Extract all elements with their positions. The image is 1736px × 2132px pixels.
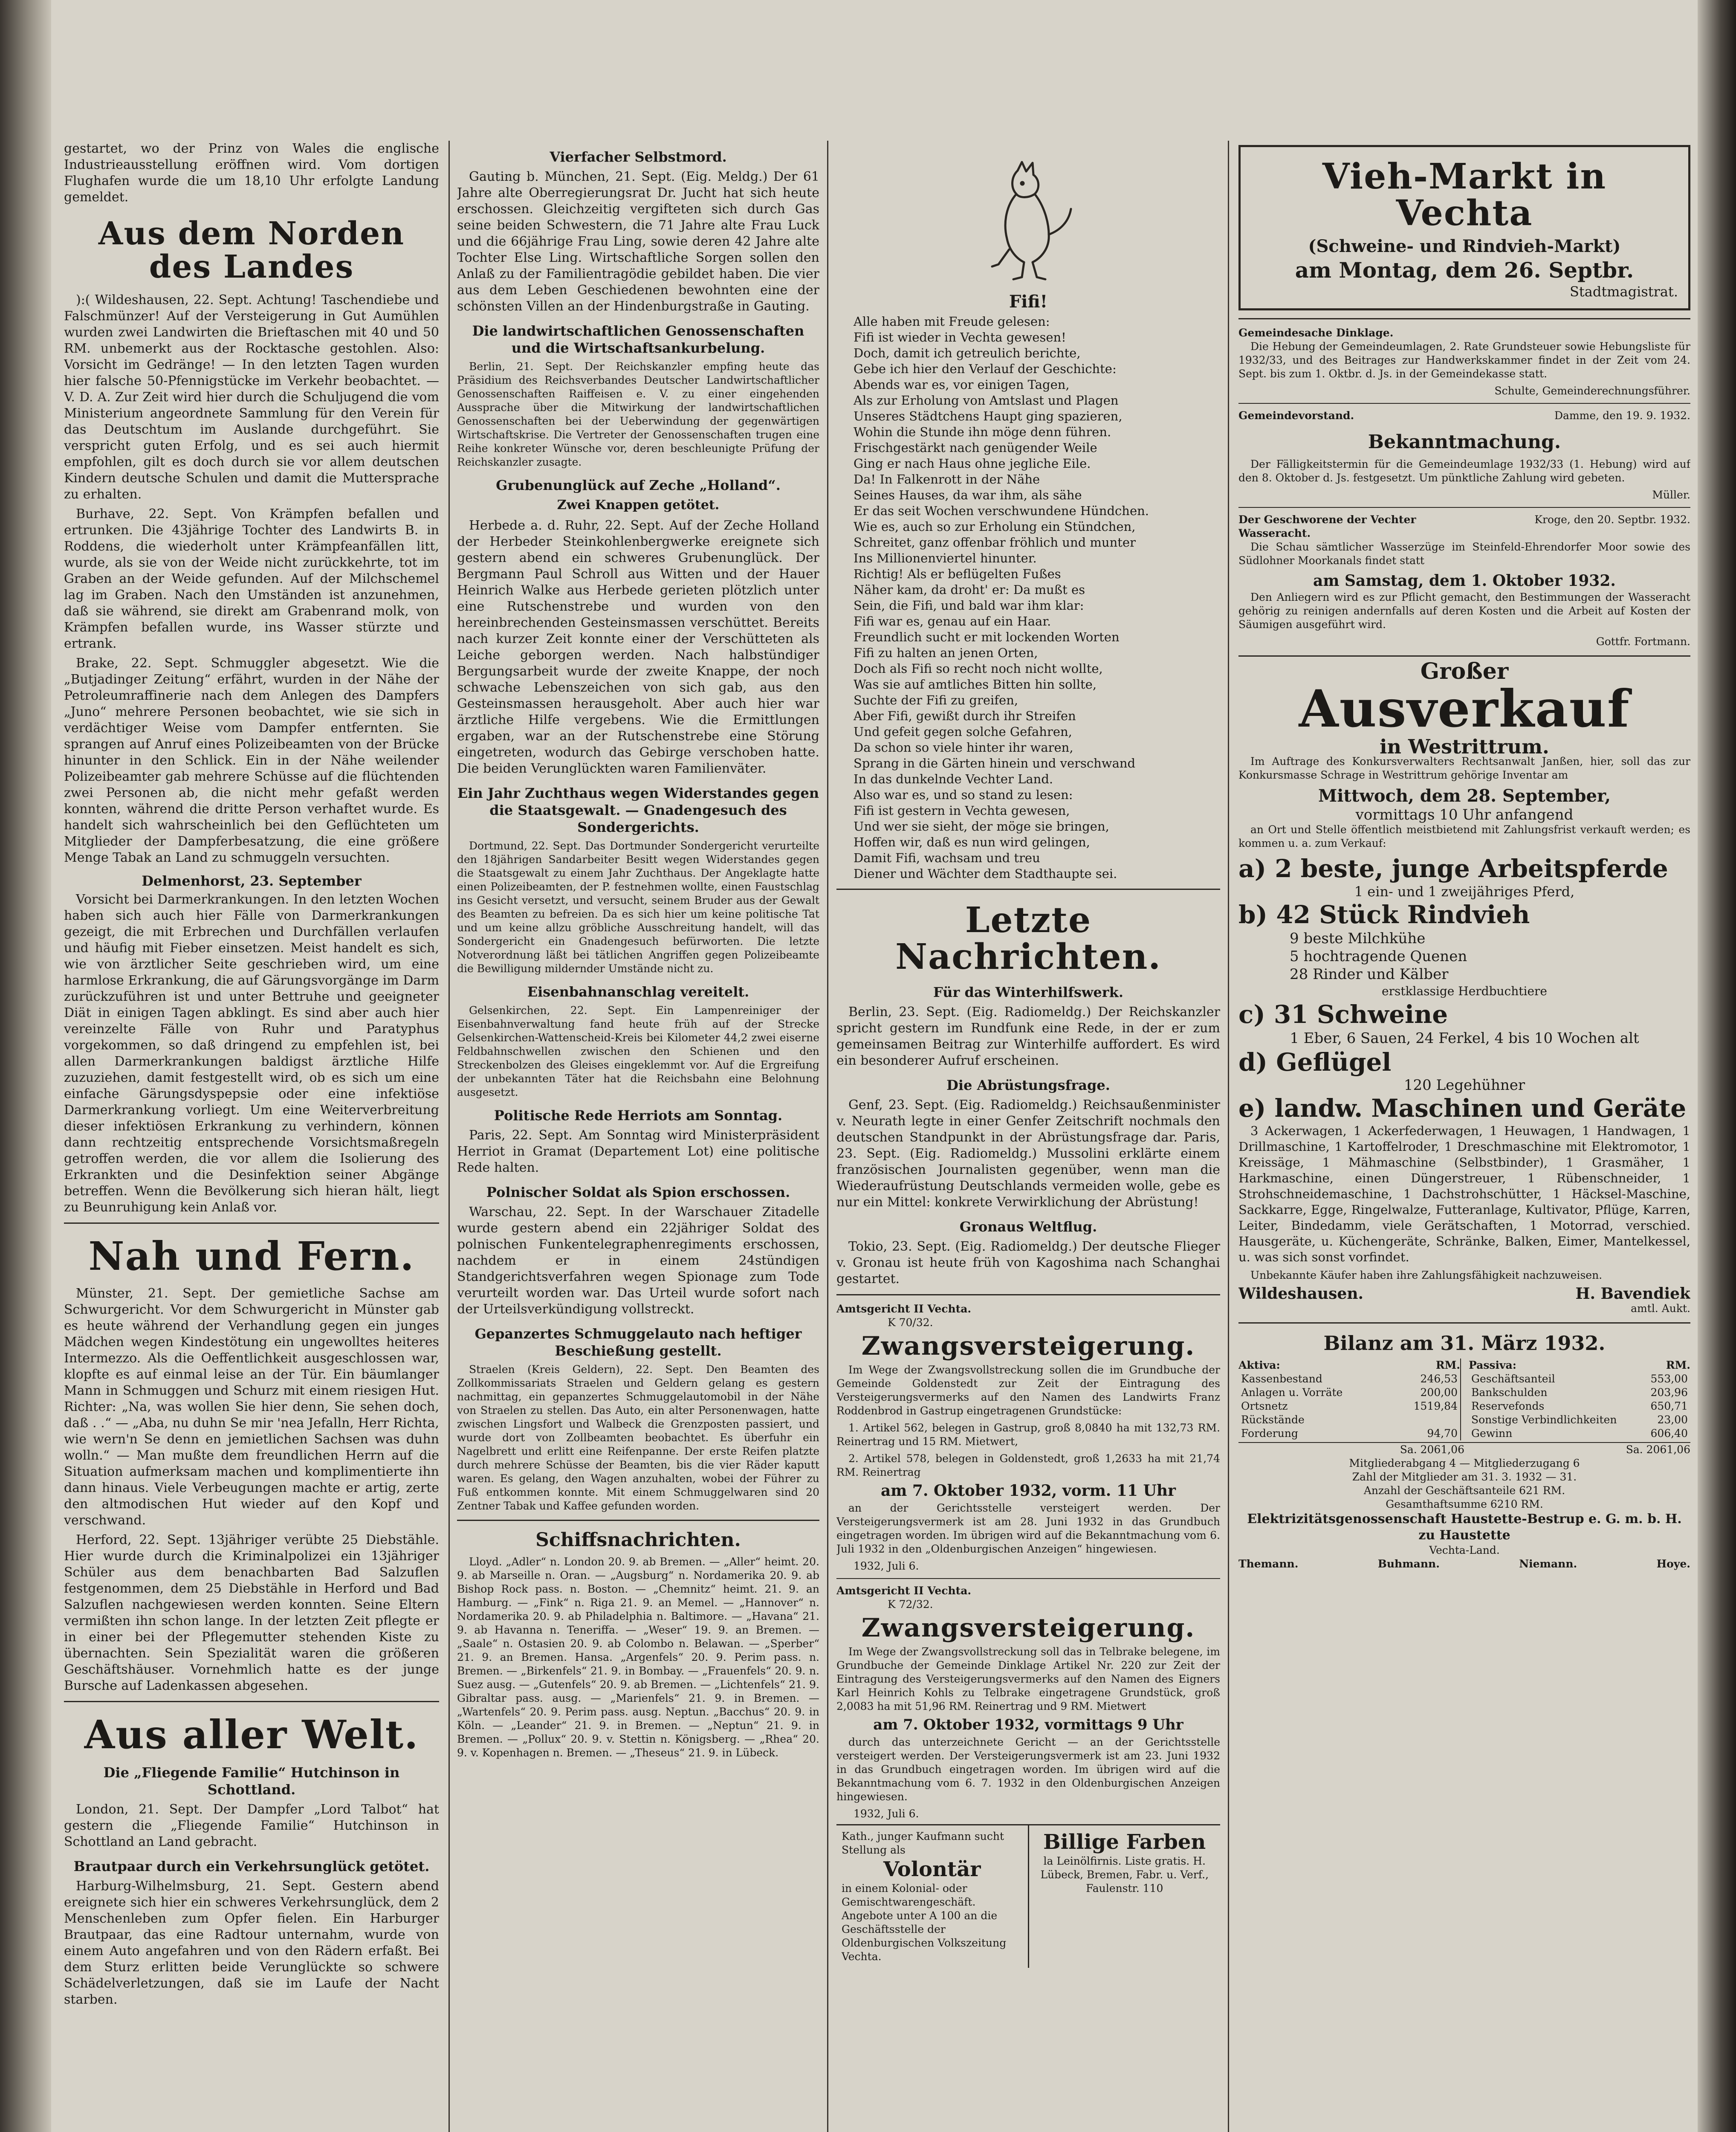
notice-body: Den Anliegern wird es zur Pflicht gemacht, den Bestimmungen der Wasseracht gehörig zu reinigen andernfalls auf deren Kosten und die Arbeit auf Kosten der Säumigen ausgeführt wird. <box>1238 591 1690 631</box>
poem-line: Aber Fifi, gewißt durch ihr Streifen <box>854 709 1076 723</box>
notice-heading: Bekanntmachung. <box>1368 431 1561 453</box>
article-grubenunglueck: Herbede a. d. Ruhr, 22. Sept. Auf der Zeche Holland der Herbeder Steinkohlenbergwerke ereignete sich gestern abend ein schweres Grubenunglück. Der Bergmann Paul Schroll aus Witten und der Hauer Heinrich Walke aus Herbede gerieten plötzlich unter eine Rutschenstrebe und wurden von den hereinbrechenden Gesteinsmassen verschüttet. Bereits nach kurzer Zeit konnte einer der Verschütteten als Leiche geborgen werden. Nach halbstündiger Bergungsarbeit wurde der zweite Knappe, der noch schwache Lebenszeichen von sich gab, aus den Gesteinsmassen herausgeholt. Aber auch hier war ärztliche Hilfe vergebens. Wie die Ermittlungen ergaben, war an der Rutschenstrebe eine Störung eingetreten, wodurch das Gebirge verschoben hatte. Die beiden Verunglückten waren Familienväter. <box>457 518 819 776</box>
ad-text: Kath., junger Kaufmann sucht Stellung als <box>842 1830 1004 1857</box>
notice-header-row <box>1238 513 1690 540</box>
headline-herriot: Politische Rede Herriots am Sonntag. <box>494 1107 783 1124</box>
balance-amount: 203,96 <box>1650 1386 1688 1399</box>
ad-volontaer <box>836 1825 1029 1968</box>
balance-item: Sonstige Verbindlichkeiten <box>1471 1414 1617 1426</box>
poem-line: Seines Hauses, da war ihm, als sähe <box>854 488 1082 502</box>
article-polnisch: Warschau, 22. Sept. In der Warschauer Zitadelle wurde gestern abend ein 22jähriger Soldat des polnischen Funkentelegraphenregiments erschossen, nachdem er in einem 24stündigen Standgerichtsverfahren wegen Spionage zum Tode verurteilt worden war. Das Urteil wurde sofort nach der Urteilsverkündigung vollstreckt. <box>457 1205 819 1317</box>
ad-farben <box>1029 1825 1221 1968</box>
aktiva-label: Aktiva: <box>1238 1359 1280 1372</box>
article-muenster: Münster, 21. Sept. Der gemietliche Sachse am Schwurgericht. Vor dem Schwurgericht in Münster gab es heute während der Verhandlung gegen ein junges Mädchen wegen Kindestötung ein ungewolltes heiteres Intermezzo. Als die Oeffentlichkeit ausgeschlossen war, klopfte es auf einmal leise an der Tür. Ein bäumlanger Mann in Schmuggen und Schurz mit einem riesigen Hut. Richter: „Na, was wollen Sie hier denn, Sie sehen doch, daß . .“ — „Aba, nu duhn Se mir 'nea Jefalln, Herr Richta, wie wern'n Se denn en jemietlichen Sachsen was duhn wolln.“ — Man mußte dem freundlichen Herrn auf die Situation aufmerksam machen und komplimentierte ihn dann hinaus. Viele Verbeugungen machte er artig, zerte den altmodischen Hut wieder auf den Kopf und verschwand. <box>64 1286 439 1528</box>
notice-header-row <box>1238 409 1690 423</box>
notice-signature: Schulte, Gemeinderechnungsführer. <box>1494 385 1690 397</box>
notice-body: Die Schau sämtlicher Wasserzüge im Steinfeld-Ehrendorfer Moor sowie des Südlohner Moorkanals findet statt <box>1238 541 1690 567</box>
aktiva-table <box>1238 1372 1460 1440</box>
lot-c: c) 31 Schweine <box>1238 1000 1448 1029</box>
poem-line: Richtig! Als er beflügelten Fußes <box>854 567 1061 581</box>
balance-row <box>1238 1413 1460 1427</box>
column-2 <box>457 141 819 2132</box>
ad-subtitle: (Schweine- und Rindvieh-Markt) <box>1308 236 1621 257</box>
poem-line: Doch als Fifi so recht noch nicht wollte, <box>854 661 1103 676</box>
ad-date: am Montag, dem 26. Septbr. <box>1295 258 1634 283</box>
notice-item: 2. Artikel 578, belegen in Goldenstedt, groß 1,2633 ha mit 21,74 RM. Reinertrag <box>836 1452 1220 1479</box>
poem-line: Ging er nach Haus ohne jegliche Eile. <box>854 456 1091 471</box>
notice-signature: Müller. <box>1652 489 1690 501</box>
balance-amount: 246,53 <box>1420 1373 1458 1385</box>
divider <box>64 1222 439 1224</box>
article-wildeshausen: ):( Wildeshausen, 22. Sept. Achtung! Taschendiebe und Falschmünzer! Auf der Versteigerung in Gut Aumühlen wurden zwei Landwirten die Brieftaschen mit 40 und 50 RM. unbemerkt aus der Rocktasche gestohlen. Also: Vorsicht im Gedränge! — In den letzten Tagen wurden hier falsche 50-Pfennigstücke im Verkehr beobachtet. — V. D. A. Zur Zeit wird hier durch die Schuljugend die vom Ministerium angeordnete Sammlung für den Verein für das Deutschtum im Auslande durchgeführt. Sie verspricht guten Erfolg, und es sei auch hiermit empfohlen, gilt es doch durch sie vor allem deutschen Kindern deutsche Schulen und damit die Muttersprache zu erhalten. <box>64 293 439 502</box>
article-burhave: Burhave, 22. Sept. Von Krämpfen befallen und ertrunken. Die 43jährige Tochter des Landwirts B. in Roddens, die wiederholt unter Krämpfeanfällen litt, wurde, als sie von der Weide nicht zurückkehrte, tot im Graben an der Weide gefunden. Auf der Milchschemel lag im Graben. Nach den Umständen ist anzunehmen, daß sie während, sie direkt am Grabenrand molk, von Krämpfen befallen wurde, ins Wasser stürzte und ertrank. <box>64 507 439 652</box>
column-1 <box>64 141 439 2132</box>
balance-title: Bilanz am 31. März 1932. <box>1323 1332 1606 1355</box>
article-abruestung: Genf, 23. Sept. (Eig. Radiomeldg.) Reichsaußenminister v. Neurath legte in einer Genfer Zeitschrift nochmals den deutschen Standpunkt in der Abrüstungsfrage dar. Paris, 23. Sept. (Eig. Radiomeldg.) Mussolini erklärte einem französischen Journalisten gegenüber, wenn man die Wiederaufrüstung Deutschlands vermeiden wolle, gebe es nur ein Mittel: konkrete Verwirklichung der Abrüstung! <box>836 1098 1220 1210</box>
balance-amount: 94,70 <box>1427 1427 1458 1440</box>
notice-zwangsversteigerung-2 <box>836 1584 1220 1821</box>
headline-eisenbahn: Eisenbahnanschlag vereitelt. <box>527 984 749 1000</box>
cooperative-name: Elektrizitätsgenossenschaft Haustette-Bestrup e. G. m. b. H. zu Haustette <box>1247 1512 1682 1543</box>
ad-title: Vieh-Markt in Vechta <box>1322 156 1607 234</box>
balance-aktiva <box>1238 1359 1461 1440</box>
court-label: Amtsgericht II Vechta. <box>836 1303 972 1315</box>
members-line: Mitgliederabgang 4 — Mitgliederzugang 6 <box>1349 1457 1580 1470</box>
poem-line: Also war es, und so stand zu lesen: <box>854 788 1073 802</box>
notice-zwangsversteigerung-1 <box>836 1302 1220 1573</box>
notice-heading: Zwangsversteigerung. <box>861 1613 1195 1643</box>
balance-item: Ortsnetz <box>1241 1400 1288 1413</box>
passiva-sum: Sa. 2061,06 <box>1626 1443 1690 1456</box>
article-eisenbahn: Gelsenkirchen, 22. Sept. Ein Lampenreiniger der Eisenbahnverwaltung fand heute früh auf der Strecke Gelsenkirchen-Wattenscheid-Kreis bei Kilometer 44,2 zwei eiserne Feldbahnschwellen zwischen den Schienen und den Streckenbolzen des Gleises eingeklemmt vor. Auf die Ergreifung der unbekannten Täter hat die Reichsbahn eine Belohnung ausgesetzt. <box>457 1004 819 1098</box>
poem-line: Alle haben mit Freude gelesen: <box>854 314 1050 329</box>
balance-item: Forderung <box>1241 1427 1298 1440</box>
article-winterhilfswerk: Berlin, 23. Sept. (Eig. Radiomeldg.) Der Reichskanzler spricht gestern im Rundfunk eine Rede, in der er zum gemeinsamen Beitrag zur Winterhilfe auffordert. Es wird ein besonderer Aufruf erscheinen. <box>836 1005 1220 1069</box>
section-heading-north: Aus dem Norden des Landes <box>98 215 405 285</box>
section-heading-letzte: Letzte Nachrichten. <box>895 900 1161 978</box>
dateline-delmenhorst: Delmenhorst, 23. September <box>142 873 362 889</box>
ad-location: in Westrittrum. <box>1380 735 1549 759</box>
balance-amount: 23,00 <box>1657 1414 1688 1426</box>
balance-passiva <box>1469 1359 1690 1440</box>
ad-auctioneer: H. Bavendiek <box>1575 1285 1690 1303</box>
headline-familie: Die „Fliegende Familie“ Hutchinson in Schottland. <box>103 1764 400 1798</box>
article-zuchthaus: Dortmund, 22. Sept. Das Dortmunder Sondergericht verurteilte den 18jährigen Sandarbeiter Besitt wegen Widerstandes gegen die Staatsgewalt zu einem Jahr Zuchthaus. Der Angeklagte hatte einen Polizeibeamten, der P. festnehmen wollte, einen Faustschlag ins Gesicht versetzt, und versucht, seinem Bruder aus der Gewalt des Beamten zu befreien. Da es sich hier um keine politische Tat und um keine allzu gröbliche Ausschreitung handelt, will das Sondergericht ein Gnadengesuch befürworten. Die letzte Notverordnung läßt bei tätlichen Angriffen gegen Polizeibeamte die Bewilligung mildernder Umstände nicht zu. <box>457 840 819 975</box>
article-vierfacher: Gauting b. München, 21. Sept. (Eig. Meldg.) Der 61 Jahre alte Oberregierungsrat Dr. Jucht hat sich heute erschossen. Gleichzeitig vergifteten sich durch Gas seine beiden Schwestern, die 71 Jahre alte Frau Luck und die 66jährige Frau Ling, sowie deren 42 Jahre alte Tochter Else Ling. Wirtschaftliche Sorgen sollen den Anlaß zu der Familientragödie gebildet haben. Die vier aus dem Leben Geschiedenen bewohnten eine der schönsten Villen an der Hindenburgstraße in Gauting. <box>457 169 819 314</box>
balance-amount: 553,00 <box>1650 1373 1688 1385</box>
balance-amount: 606,40 <box>1650 1427 1688 1440</box>
article-schmuggelauto: Straelen (Kreis Geldern), 22. Sept. Den Beamten des Zollkommissariats Straelen und Geldern gelang es gestern nachmittag, ein gepanzertes Schmuggelautomobil in der Nähe von Straelen zu stellen. Das Auto, ein alter Personenwagen, hatte zwischen Lingsfort und Walbeck die Grenzposten passiert, und wurde dort von Zollbeamten beobachtet. Es überfuhr ein Nagelbrett und erlitt eine Reifenpanne. Der erste Reifen platzte durch mehrere Schüsse der Beamten, bis die vier Räder kaputt waren. Es gelang, den Wagen anzuhalten, wobei der Führer zu Fuß entkommen konnte. Mit einem Schmuggelwaren sind 20 Zentner Tabak und Kaffee gefunden worden. <box>457 1363 819 1512</box>
case-number: K 72/32. <box>888 1598 933 1611</box>
signers-row <box>1238 1557 1690 1571</box>
column-3 <box>836 141 1220 2132</box>
poem-line: Fifi ist gestern in Vechta gewesen, <box>854 803 1070 818</box>
headline-schmuggelauto: Gepanzertes Schmuggelauto nach heftiger Beschießung gestellt. <box>475 1326 802 1359</box>
notice-authority: Gemeindevorstand. <box>1238 409 1354 422</box>
members-line: Gesamthaftsumme 6210 RM. <box>1386 1498 1543 1511</box>
balance-row <box>1469 1399 1690 1413</box>
ad-footer <box>1238 1286 1690 1302</box>
balance-columns <box>1238 1359 1690 1440</box>
dog-illustration <box>977 158 1079 286</box>
ad-title: Ausverkauf <box>1299 679 1630 739</box>
ad-body: la Leinölfirnis. Liste gratis. H. Lübeck, Bremen, Fabr. u. Verf., Faulenstr. 110 <box>1040 1855 1209 1895</box>
lot-b-items <box>1238 930 1690 983</box>
notice-signature: 1932, Juli 6. <box>854 1808 919 1820</box>
poem-line: Als zur Erholung von Amtslast und Plagen <box>854 393 1119 408</box>
ad-kicker: Großer <box>1420 658 1509 685</box>
poem-line: Hoffen wir, daß es nun wird gelingen, <box>854 835 1090 849</box>
balance-amount: 200,00 <box>1420 1386 1458 1399</box>
balance-item: Geschäftsanteil <box>1471 1373 1555 1385</box>
headline-winterhilfswerk: Für das Winterhilfswerk. <box>933 984 1123 1001</box>
poem-line: Schreitet, ganz offenbar fröhlich und munter <box>854 535 1136 550</box>
ad-note: Unbekannte Käufer haben ihre Zahlungsfähigkeit nachzuweisen. <box>1250 1269 1603 1282</box>
passiva-header <box>1469 1359 1690 1372</box>
poem-line: Abends war es, vor einigen Tagen, <box>854 377 1070 392</box>
notice-date: am 7. Oktober 1932, vormittags 9 Uhr <box>873 1716 1183 1734</box>
court-label: Amtsgericht II Vechta. <box>836 1585 972 1597</box>
notice-signature: 1932, Juli 6. <box>854 1560 919 1573</box>
headline-schiffsnachrichten: Schiffsnachrichten. <box>535 1529 741 1551</box>
subheadline-grubenunglueck: Zwei Knappen getötet. <box>557 498 720 513</box>
lot-d-detail: 120 Legehühner <box>1403 1077 1525 1094</box>
poem-line: Da! In Falkenrott in der Nähe <box>854 472 1040 487</box>
signer-name: Hoye. <box>1656 1558 1690 1570</box>
poem-line: Und wer sie sieht, der möge sie bringen, <box>854 819 1109 834</box>
poem-line: Doch, damit ich getreulich berichte, <box>854 346 1081 360</box>
notice-tail: an der Gerichtsstelle versteigert werden. Der Versteigerungsvermerk ist am 28. Juni 1932 in das Grundbuch eingetragen worden. Im übrigen wird auf die Bekanntmachung vom 6. Juli 1932 in den „Oldenburgischen Anzeigen“ hingewiesen. <box>836 1502 1220 1556</box>
poem-title: Fifi! <box>1009 292 1048 312</box>
lot-a-detail: 1 ein- und 1 zweijähriges Pferd, <box>1354 884 1575 900</box>
poem-line: Wie es, auch so zur Erholung ein Stündchen, <box>854 519 1136 534</box>
lot-e: e) landw. Maschinen und Geräte <box>1238 1094 1687 1123</box>
balance-row <box>1238 1427 1460 1440</box>
headline-vierfacher: Vierfacher Selbstmord. <box>550 149 727 165</box>
headline-abruestung: Die Abrüstungsfrage. <box>946 1077 1110 1094</box>
article-familie: London, 21. Sept. Der Dampfer „Lord Talbot“ hat gestern die „Fliegende Familie“ Hutchinson in Schottland an Land gebracht. <box>64 1802 439 1849</box>
lot-a: a) 2 beste, junge Arbeitspferde <box>1238 854 1668 884</box>
balance-amount <box>1390 1413 1460 1427</box>
headline-gronau: Gronaus Weltflug. <box>959 1219 1097 1235</box>
lot-b-item: 5 hochtragende Quenen <box>1290 948 1467 965</box>
notice-heading: Zwangsversteigerung. <box>861 1331 1195 1361</box>
signer-name: Niemann. <box>1519 1558 1577 1570</box>
members-line: Anzahl der Geschäftsanteile 621 RM. <box>1363 1484 1565 1497</box>
headline-polnisch: Polnischer Soldat als Spion erschossen. <box>486 1184 790 1200</box>
article-schiffsnachrichten: Lloyd. „Adler“ n. London 20. 9. ab Bremen. — „Aller“ heimt. 20. 9. ab Marseille n. Oran. — „Augsburg“ n. Nordamerika 20. 9. ab Bishop Rock pass. n. Boston. — „Chemnitz“ heimt. 21. 9. an Hamburg. — „Fink“ n. Riga 21. 9. an Memel. — „Hannover“ n. Nordamerika 20. 9. ab Philadelphia n. Baltimore. — „Havana“ 21. 9. ab Havanna n. Teneriffa. — „Weser“ 19. 9. an Bremen. — „Saale“ n. Ostasien 20. 9. ab Colombo n. Belawan. — „Sperber“ 21. 9. an Bremen. Hansa. „Argenfels“ 20. 9. Perim pass. n. Bremen. — „Birkenfels“ 21. 9. in Bombay. — „Frauenfels“ 20. 9. n. Suez ausg. — „Gutenfels“ 20. 9. ab Bremen. — „Lichtenfels“ 21. 9. Gibraltar pass. ausg. — „Marienfels“ 21. 9. in Bremen. — „Wartenfels“ 20. 9. Perim pass. ausg. Neptun. „Bacchus“ 20. 9. in Köln. — „Leander“ 21. 9. in Bremen. — „Neptun“ 21. 9. in Bremen. — „Pollux“ 20. 9. v. Stettin n. Königsberg. — „Rhea“ 20. 9. v. Kopenhagen n. Bremen. — „Theseus“ 21. 9. in Lübeck. <box>457 1556 819 1759</box>
headline-brautpaar: Brautpaar durch ein Verkehrsunglück getötet. <box>73 1858 430 1874</box>
lot-c-detail: 1 Eber, 6 Sauen, 24 Ferkel, 4 bis 10 Wochen alt <box>1290 1030 1639 1047</box>
balance-item: Gewinn <box>1471 1427 1513 1440</box>
column-rule <box>827 141 828 2132</box>
ad-viehmarkt <box>1238 145 1690 310</box>
balance-row <box>1238 1372 1460 1386</box>
poem-line: Gebe ich hier den Verlauf der Geschichte: <box>854 362 1117 376</box>
balance-item: Rückstände <box>1241 1414 1305 1426</box>
balance-row <box>1469 1386 1690 1399</box>
currency-label: RM. <box>1666 1359 1690 1372</box>
notice-signature: Gottfr. Fortmann. <box>1596 635 1690 648</box>
article-brake: Brake, 22. Sept. Schmuggler abgesetzt. Wie die „Butjadinger Zeitung“ erfährt, wurden in der Nähe der Petroleumraffinerie nach dem Anlegen des Dampfers „Juno“ mehrere Personen beobachtet, wie sie sich in verdächtiger Weise vom Dampfer entfernten. Sie sprangen auf Anruf eines Polizeibeamten von der Brücke hinunter in den Schlick. Ein in der Nähe weilender Polizeibeamter gab mehrere Schüsse auf die flüchtenden zwei Personen ab, die nicht mehr gefaßt werden konnten, während die dritte Person verhaftet wurde. Es handelt sich wahrscheinlich bei den Geflüchteten um Mitglieder der Dampferbesatzung, die eine größere Menge Tabak an Land zu schmuggeln versuchten. <box>64 656 439 866</box>
notice-dinklage: Die Hebung der Gemeindeumlagen, 2. Rate Grundsteuer sowie Hebungsliste für 1932/33, und des Beitrages zur Handwerkskammer findet in der Zeit vom 24. Sept. bis zum 1. Oktbr. d. Js. in der Gemeindekasse statt. <box>1238 340 1690 380</box>
section-heading-nah-fern: Nah und Fern. <box>88 1233 415 1280</box>
balance-sums <box>1238 1442 1690 1457</box>
ad-title: Volontär <box>883 1857 981 1882</box>
poem-line: Er das seit Wochen verschwundene Hündchen. <box>854 504 1149 518</box>
ad-auctioneer-title: amtl. Aukt. <box>1631 1302 1690 1315</box>
balance-item: Bankschulden <box>1471 1386 1548 1399</box>
balance-row <box>1469 1372 1690 1386</box>
notice-label: Gemeindesache Dinklage. <box>1238 327 1394 339</box>
poem-line: Freundlich sucht er mit lockenden Worten <box>854 630 1120 644</box>
poem-fifi <box>836 314 1220 882</box>
divider <box>1238 318 1690 319</box>
divider <box>1238 507 1690 508</box>
notice-date: Damme, den 19. 9. 1932. <box>1554 409 1690 422</box>
divider <box>836 889 1220 890</box>
poem-line: Ins Millionenviertel hinunter. <box>854 551 1037 565</box>
balance-item: Anlagen u. Vorräte <box>1241 1386 1343 1399</box>
balance-item: Kassenbestand <box>1241 1373 1322 1385</box>
balance-item: Reservefonds <box>1471 1400 1545 1413</box>
balance-row <box>1469 1427 1690 1440</box>
notice-date-line: am Samstag, dem 1. Oktober 1932. <box>1313 572 1616 590</box>
article-brautpaar: Harburg-Wilhelmsburg, 21. Sept. Gestern abend ereignete sich hier ein schweres Verkehrsunglück, dem 2 Menschenleben zum Opfer fielen. Ein Harburger Brautpaar, das eine Radtour unternahm, wurde von einem Auto angefahren und von den Rädern erfaßt. Bei dem Sturz erlitten beide Verunglückte so schwere Schädelverletzungen, daß sie im Laufe der Nacht starben. <box>64 1878 439 2007</box>
section-heading-aller-welt: Aus aller Welt. <box>84 1711 419 1758</box>
small-ads-row <box>836 1824 1220 1968</box>
poem-line: In das dunkelnde Vechter Land. <box>854 772 1053 786</box>
column-rule <box>1228 141 1229 2132</box>
notice-date: am 7. Oktober 1932, vorm. 11 Uhr <box>880 1482 1176 1500</box>
article-herriot: Paris, 22. Sept. Am Sonntag wird Ministerpräsident Herriot in Gramat (Departement Lot) eine politische Rede halten. <box>457 1128 819 1175</box>
divider <box>1238 403 1690 404</box>
signer-name: Themann. <box>1238 1558 1299 1570</box>
article-gronau: Tokio, 23. Sept. (Eig. Radiomeldg.) Der deutsche Flieger v. Gronau ist heute früh von Kagoshima nach Schanghai gestartet. <box>836 1239 1220 1287</box>
lot-b-item: 28 Rinder und Kälber <box>1290 966 1449 983</box>
poem-line: Damit Fifi, wachsam und treu <box>854 851 1040 865</box>
divider <box>836 1578 1220 1579</box>
notice-body: Im Wege der Zwangsvollstreckung sollen die im Grundbuche der Gemeinde Goldenstedt zur Zeit der Eintragung des Versteigerungsvermerks auf den Namen des Landwirts Franz Roddenbrod in Gastrup eingetragenen Grundstücke: <box>836 1364 1220 1417</box>
divider <box>836 1294 1220 1295</box>
balance-sheet <box>1238 1331 1690 1571</box>
ad-place: Wildeshausen. <box>1238 1285 1364 1303</box>
ad-date: Mittwoch, dem 28. September, <box>1318 786 1611 806</box>
poem-line: Unseres Städtchens Haupt ging spazieren, <box>854 409 1123 423</box>
divider <box>1238 655 1690 657</box>
divider <box>64 1701 439 1702</box>
notice-authority: Der Geschworene der Vechter Wasseracht. <box>1238 513 1416 540</box>
poem-line: Fifi war es, genau auf ein Haar. <box>854 614 1051 629</box>
headline-genossenschaften: Die landwirtschaftlichen Genossenschaften und die Wirtschaftsankurbelung. <box>472 323 804 356</box>
case-number: K 70/32. <box>888 1316 933 1329</box>
lot-b-item: 9 beste Milchkühe <box>1290 930 1426 947</box>
divider <box>1238 1322 1690 1324</box>
page-fold-shadow <box>0 0 51 2132</box>
aktiva-header <box>1238 1359 1460 1372</box>
poem-line: Und gefeit gegen solche Gefahren, <box>854 724 1072 739</box>
lot-d: d) Geflügel <box>1238 1048 1392 1077</box>
balance-amount: 650,71 <box>1650 1400 1688 1413</box>
cooperative-place: Vechta-Land. <box>1429 1544 1500 1557</box>
ad-ausverkauf <box>1238 658 1690 1315</box>
poem-line: Sein, die Fifi, und bald war ihm klar: <box>854 598 1084 613</box>
poem-line: Wohin die Stunde ihn möge denn führen. <box>854 425 1111 439</box>
poem-line: Näher kam, da droht' er: Da mußt es <box>854 582 1085 597</box>
lot-b: b) 42 Stück Rindvieh <box>1238 900 1530 930</box>
poem-line: Fifi ist wieder in Vechta gewesen! <box>854 330 1066 345</box>
headline-grubenunglueck: Grubenunglück auf Zeche „Holland“. <box>496 477 781 493</box>
ad-body: in einem Kolonial- oder Gemischtwarengeschäft. Angebote unter A 100 an die Geschäftsstelle der Oldenburgischen Volkszeitung Vechta. <box>842 1882 1007 1963</box>
poem-line: Suchte der Fifi zu greifen, <box>854 693 1018 707</box>
poem-line: Fifi zu halten an jenen Orten, <box>854 646 1038 660</box>
notice-date: Kroge, den 20. Septbr. 1932. <box>1534 513 1690 526</box>
aktiva-sum: Sa. 2061,06 <box>1400 1443 1464 1456</box>
column-rule <box>448 141 450 2132</box>
page-edge-shadow <box>1698 0 1736 2132</box>
column-4 <box>1238 141 1690 2132</box>
poem-line: Diener und Wächter dem Stadthaupte sei. <box>854 866 1117 881</box>
notice-tail: durch das unterzeichnete Gericht — an der Gerichtsstelle versteigert werden. Der Versteigerungsvermerk ist am 23. Juni 1932 in das Grundbuch eingetragen worden. Im übrigen wird auf die Bekanntmachung vom 6. 7. 1932 in den Oldenburgischen Anzeigen hingewiesen. <box>836 1736 1220 1803</box>
passiva-table <box>1469 1372 1690 1440</box>
article-genossenschaften: Berlin, 21. Sept. Der Reichskanzler empfing heute das Präsidium des Reichsverbandes Deutscher Landwirtschaftlicher Genossenschaften Raiffeisen e. V. zu einer eingehenden Aussprache über die Mitwirkung der landwirtschaftlichen Genossenschaften bei der Ueberwindung der gegenwärtigen Wirtschaftskrise. Die Vertreter der Genossenschaften trugen eine Reihe konkreter Wünsche vor, deren beschleunigte Prüfung der Reichskanzler zusagte. <box>457 360 819 468</box>
ad-time: vormittags 10 Uhr anfangend <box>1355 806 1574 824</box>
divider <box>457 1520 819 1521</box>
balance-row <box>1469 1413 1690 1427</box>
article-delmenhorst: Vorsicht bei Darmerkrankungen. In den letzten Wochen haben sich auch hier Fälle von Darmerkrankungen gezeigt, die mit Erbrechen und Durchfällen verlaufen und häufig mit Fieber einsetzen. Meist handelt es sich, wie von ärztlicher Seite geschrieben wird, um eine harmlose Erkrankung, die auf Gärungsvorgänge im Darm zurückzuführen ist und unter Bettruhe und geeigneter Diät in einigen Tagen abklingt. Es sind aber auch hier vereinzelte Fälle von Ruhr und Paratyphus vorgekommen, so daß dringend zu empfehlen ist, bei allen Darmerkrankungen baldigst ärztliche Hilfe zuzuziehen, damit festgestellt wird, ob es sich um eine einfache Gärungsdyspepsie oder eine infektiöse Darmerkrankung vorliegt. Um eine Weiterverbreitung dieser infektiösen Erkrankung zu verhindern, können dann rechtzeitig entsprechende Vorsichtsmaßregeln getroffen werden, die vor allem die Isolierung des Erkrankten und die Desinfektion seiner Abgänge betreffen. Wenn die Bevölkerung sich hieran hält, liegt zu Beunruhigung kein Anlaß vor. <box>64 892 439 1215</box>
lot-e-detail: 3 Ackerwagen, 1 Ackerfederwagen, 1 Heuwagen, 1 Handwagen, 1 Drillmaschine, 1 Kartoffelroder, 1 Dreschmaschine mit Elektromotor, 1 Kreissäge, 1 Mähmaschine (Selbstbinder), 1 Grasmäher, 1 Harkmaschine, einen Düngerstreuer, 1 Rübenschneider, 1 Strohschneidemaschine, 1 Dachstrohschütter, 1 Häcksel-Maschine, Sackkarre, Egge, Ringelwalze, Futteranlage, Kultivator, Pflüge, Karren, Leiter, Bindedamm, viele Gerätschaften, 1 Motorrad, verschied. Hausgeräte, u. Küchengeräte, Schränke, Balken, Eimer, Mantelkessel, u. was sich sonst vorfindet. <box>1238 1124 1690 1265</box>
members-line: Zahl der Mitglieder am 31. 3. 1932 — 31. <box>1352 1471 1577 1483</box>
ad-intro-2: an Ort und Stelle öffentlich meistbietend mit Zahlungsfrist verkauft werden; es kommen u. a. zum Verkauf: <box>1238 823 1690 850</box>
passiva-label: Passiva: <box>1469 1359 1516 1372</box>
ad-title: Billige Farben <box>1043 1830 1206 1854</box>
currency-label: RM. <box>1435 1359 1460 1372</box>
ad-intro: Im Auftrage des Konkursverwalters Rechtsanwalt Janßen, hier, soll das zur Konkursmasse Schrage in Westrittrum gehörige Inventar am <box>1238 755 1690 782</box>
notice-body: Im Wege der Zwangsvollstreckung soll das in Telbrake belegene, im Grundbuche der Gemeinde Dinklage Artikel Nr. 220 zur Zeit der Eintragung des Versteigerungsvermerks auf den Namen des Eigners Karl Heinrich Kohls zu Telbrake eingetragene Grundstück, groß 2,0083 ha mit 51,96 RM. Reinertrag und 9 RM. Mietwert <box>836 1645 1220 1713</box>
article-intro: gestartet, wo der Prinz von Wales die englische Industrieausstellung eröffnen wird. Vom dortigen Flughafen wurde die um 18,10 Uhr erfolgte Landung gemeldet. <box>64 141 439 205</box>
notice-body: Der Fälligkeitstermin für die Gemeindeumlage 1932/33 (1. Hebung) wird auf den 8. Oktober d. Js. festgesetzt. Um pünktliche Zahlung wird gebeten. <box>1238 458 1690 484</box>
balance-amount: 1519,84 <box>1413 1400 1458 1413</box>
poem-line: Was sie auf amtliches Bitten hin sollte, <box>854 677 1097 692</box>
balance-row <box>1238 1399 1460 1413</box>
poem-line: Sprang in die Gärten hinein und verschwand <box>854 756 1136 771</box>
lot-b-detail: erstklassige Herdbuchtiere <box>1382 984 1547 999</box>
article-herford: Herford, 22. Sept. 13jähriger verübte 25 Diebstähle. Hier wurde durch die Kriminalpolizei ein 13jähriger Schüler aus dem benachbarten Bad Salzuflen festgenommen, dem 25 Diebstähle in Herford und Bad Salzuflen nachgewiesen werden konnten. Seine Eltern vermißten ihn schon lange. In der letzten Zeit pflegte er in einer bei der Pflegemutter stehenden Kiste zu übernachten. Sein Spezialität waren die größeren Geschäftshäuser. Vornehmlich hatte es der junge Bursche auf Ladenkassen abgesehen. <box>64 1532 439 1693</box>
ad-signature: Stadtmagistrat. <box>1569 284 1678 300</box>
headline-zuchthaus: Ein Jahr Zuchthaus wegen Widerstandes gegen die Staatsgewalt. — Gnadengesuch des Sondergerichts. <box>457 785 819 835</box>
signer-name: Buhmann. <box>1377 1558 1440 1570</box>
poem-line: Da schon so viele hinter ihr waren, <box>854 740 1073 755</box>
poem-line: Frischgestärkt nach genügender Weile <box>854 440 1097 455</box>
notice-item: 1. Artikel 562, belegen in Gastrup, groß 8,0840 ha mit 132,73 RM. Reinertrag und 15 RM. Mietwert, <box>836 1422 1220 1448</box>
balance-row <box>1238 1386 1460 1399</box>
